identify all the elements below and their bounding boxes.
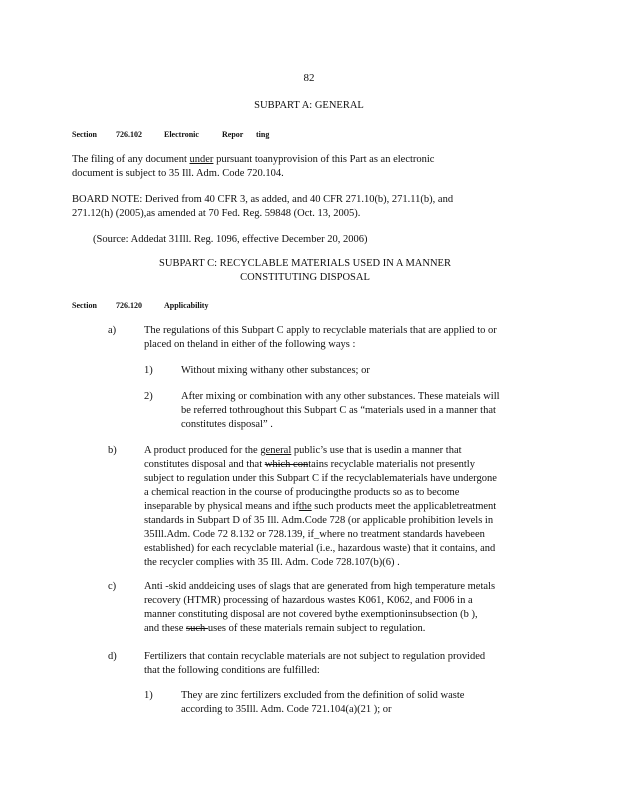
subpart-c-heading-line1: SUBPART C: RECYCLABLE MATERIALS USED IN A MANNER	[159, 258, 451, 269]
item-d-text: Fertilizers that contain recyclable materials are not subject to regulation provided that the following conditions are fulfilled:	[144, 651, 486, 676]
item-a-2-marker: 2)	[144, 391, 153, 402]
section-726-102-heading	[72, 130, 269, 139]
item-a-marker: a)	[108, 325, 117, 336]
item-a-2-text: After mixing or combination with any other substances. These mateials will be referred tothroughout this Subpart C as “materials used in a manner that constitutes disposal” .	[181, 391, 500, 430]
section-label: Section	[72, 301, 97, 310]
item-a-text: The regulations of this Subpart C apply to recyclable materials that are applied to or placed on theland in either of the following ways :	[144, 325, 497, 350]
section-102-paragraph: The filing of any document under pursuant toanyprovision of this Part as an electronic document is subject to 35 Ill. Adm. Code 720.104.	[72, 154, 435, 179]
source-note: (Source: Addedat 31Ill. Reg. 1096, effective December 20, 2006)	[93, 234, 368, 245]
section-title-part: ting	[256, 130, 270, 139]
section-title: Applicability	[164, 301, 209, 310]
page-number: 82	[303, 72, 315, 84]
section-726-120-heading	[72, 301, 208, 310]
item-d-marker: d)	[108, 651, 117, 662]
item-b-marker: b)	[108, 445, 117, 456]
item-c-text: Anti -skid anddeicing uses of slags that are generated from high temperature metals recovery (HTMR) processing of hazardous wastes K061, K062, and F006 in a manner constituting disposal are not covered bythe exemptioninsubsection (b ), and these such uses of these materials remain subject to regulation.	[144, 581, 496, 634]
section-number: 726.120	[116, 301, 142, 310]
section-title-part: Repor	[222, 130, 244, 139]
item-b-text: A product produced for the general public’s use that is usedin a manner that constitutes disposal and that which contains recyclable materialis not presently subject to regulation under this Subpart C if the recyclablematerials have undergone a chemical reaction in the course of producingthe products so as to become inseparable by physical means and ifthe such products meet the applicabletreatment standards in Subpart D of 35 Ill. Adm.Code 728 (or applicable prohibition levels in 35Ill.Adm. Code 72 8.132 or 728.139, if_where no treatment standards havebeen established) for each recyclable material (i.e., hazardous waste) that it contains, and the recycler complies with 35 Ill. Adm. Code 728.107(b)(6) .	[144, 445, 497, 568]
section-number: 726.102	[116, 130, 142, 139]
subpart-c-heading-line2: CONSTITUTING DISPOSAL	[240, 272, 370, 283]
item-d-1-marker: 1)	[144, 690, 153, 701]
item-a-1-marker: 1)	[144, 365, 153, 376]
item-d-1-text: They are zinc fertilizers excluded from the definition of solid waste according to 35Ill. Adm. Code 721.104(a)(21 ); or	[181, 690, 465, 715]
subpart-a-heading: SUBPART A: GENERAL	[254, 100, 364, 111]
board-note: BOARD NOTE: Derived from 40 CFR 3, as added, and 40 CFR 271.10(b), 271.11(b), and 271.12(h) (2005),as amended at 70 Fed. Reg. 59848 (Oct. 13, 2005).	[72, 194, 454, 219]
section-title-part: Electronic	[164, 130, 199, 139]
section-label: Section	[72, 130, 97, 139]
item-a-1-text: Without mixing withany other substances; or	[181, 365, 370, 376]
item-c-marker: c)	[108, 581, 117, 592]
